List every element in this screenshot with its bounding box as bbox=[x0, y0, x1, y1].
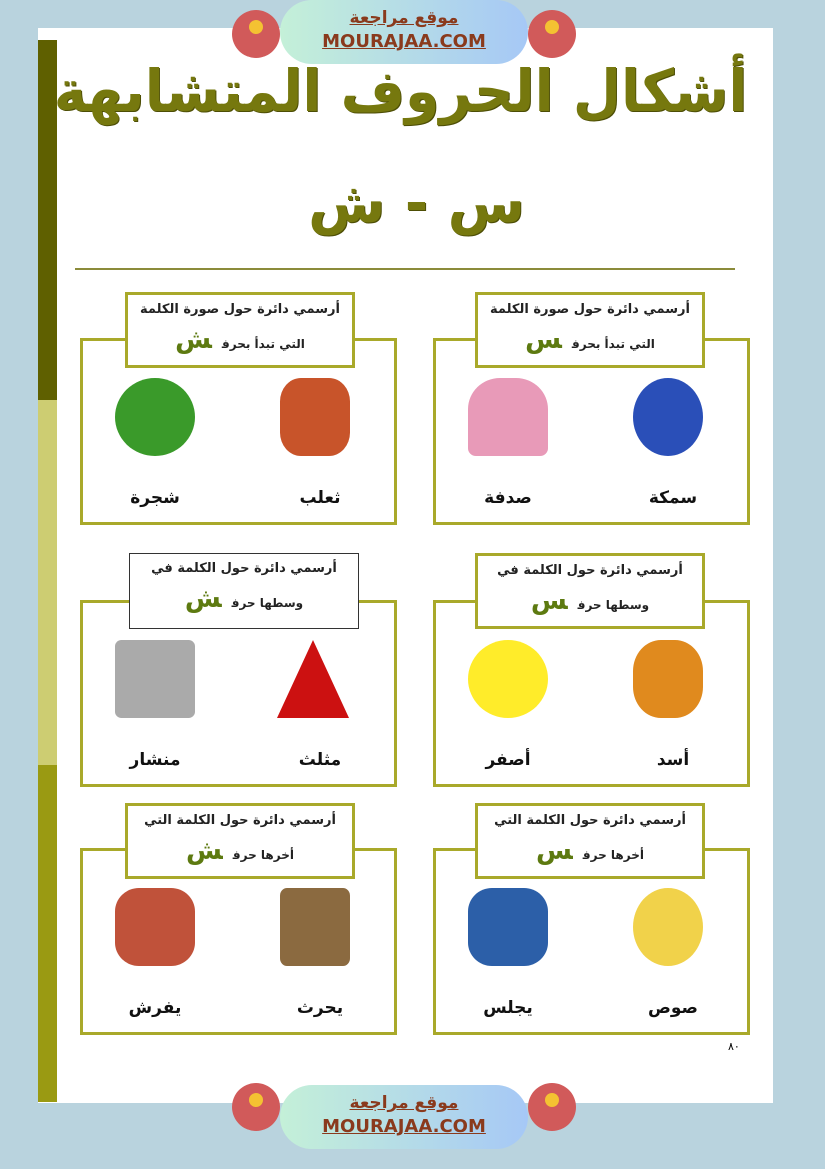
top-banner[interactable] bbox=[280, 0, 528, 64]
word-picture-left[interactable] bbox=[115, 378, 195, 456]
instruction-box bbox=[475, 292, 705, 368]
word-picture-left[interactable] bbox=[468, 378, 548, 456]
page-subtitle: س - ش bbox=[308, 171, 525, 236]
instruction-box bbox=[125, 803, 355, 879]
instruction-box bbox=[129, 553, 359, 629]
word-picture-left[interactable] bbox=[468, 640, 548, 718]
instruction-line2: وسطها حرف bbox=[231, 596, 304, 610]
target-letter: ش bbox=[175, 325, 212, 355]
word-right[interactable]: يحرث bbox=[296, 998, 344, 1018]
target-letter: س bbox=[525, 325, 562, 355]
word-left[interactable]: صدفة bbox=[484, 488, 532, 508]
instruction-line2: أخرها حرف bbox=[582, 848, 644, 862]
bottom-banner[interactable] bbox=[280, 1085, 528, 1149]
instruction-line1: أرسمي دائرة حول الكلمة التي bbox=[494, 813, 686, 828]
logo-icon bbox=[528, 1083, 576, 1131]
instruction-box bbox=[125, 292, 355, 368]
word-picture-right[interactable] bbox=[633, 888, 703, 966]
instruction-line1: أرسمي دائرة حول صورة الكلمة bbox=[140, 302, 340, 317]
logo-icon bbox=[232, 10, 280, 58]
banner-arabic: موقع مراجعة bbox=[349, 8, 459, 28]
instruction-line2: أخرها حرف bbox=[232, 848, 294, 862]
side-bar-light bbox=[38, 400, 57, 765]
instruction-line1: أرسمي دائرة حول الكلمة التي bbox=[144, 813, 336, 828]
banner-latin: MOURAJAA.COM bbox=[322, 31, 486, 52]
page-number: ٨٠ bbox=[728, 1040, 740, 1053]
side-bar-mid bbox=[38, 765, 57, 1102]
instruction-line1: أرسمي دائرة حول الكلمة في bbox=[497, 563, 683, 578]
word-left[interactable]: شجرة bbox=[130, 488, 180, 508]
target-letter: س bbox=[530, 586, 568, 616]
instruction-box bbox=[475, 553, 705, 629]
target-letter: ش bbox=[184, 584, 222, 614]
word-picture-right[interactable] bbox=[277, 640, 349, 718]
word-picture-left[interactable] bbox=[468, 888, 548, 966]
instruction-line2: التي تبدأ بحرف bbox=[571, 337, 655, 351]
word-left[interactable]: يجلس bbox=[483, 998, 533, 1018]
banner-arabic: موقع مراجعة bbox=[349, 1093, 459, 1113]
instruction-line1: أرسمي دائرة حول صورة الكلمة bbox=[490, 302, 690, 317]
word-right[interactable]: مثلث bbox=[298, 750, 342, 770]
word-picture-left[interactable] bbox=[115, 888, 195, 966]
word-picture-right[interactable] bbox=[633, 640, 703, 718]
banner-latin: MOURAJAA.COM bbox=[322, 1116, 486, 1137]
divider bbox=[75, 268, 735, 270]
instruction-box bbox=[475, 803, 705, 879]
instruction-line2: التي تبدأ بحرف bbox=[221, 337, 305, 351]
word-right[interactable]: صوص bbox=[648, 998, 698, 1018]
word-right[interactable]: سمكة bbox=[648, 488, 698, 508]
word-picture-right[interactable] bbox=[280, 888, 350, 966]
instruction-line1: أرسمي دائرة حول الكلمة في bbox=[151, 561, 337, 576]
instruction-line2: وسطها حرف bbox=[577, 598, 650, 612]
word-picture-left[interactable] bbox=[115, 640, 195, 718]
target-letter: س bbox=[536, 836, 573, 866]
page-title: أشكال الحروف المتشابهة bbox=[53, 57, 748, 125]
word-right[interactable]: أسد bbox=[656, 750, 690, 770]
logo-icon bbox=[232, 1083, 280, 1131]
word-left[interactable]: أصفر bbox=[485, 750, 531, 770]
word-right[interactable]: ثعلب bbox=[299, 488, 341, 508]
target-letter: ش bbox=[186, 836, 223, 866]
word-left[interactable]: يفرش bbox=[128, 998, 182, 1018]
word-picture-right[interactable] bbox=[280, 378, 350, 456]
word-left[interactable]: منشار bbox=[129, 750, 181, 770]
word-picture-right[interactable] bbox=[633, 378, 703, 456]
logo-icon bbox=[528, 10, 576, 58]
